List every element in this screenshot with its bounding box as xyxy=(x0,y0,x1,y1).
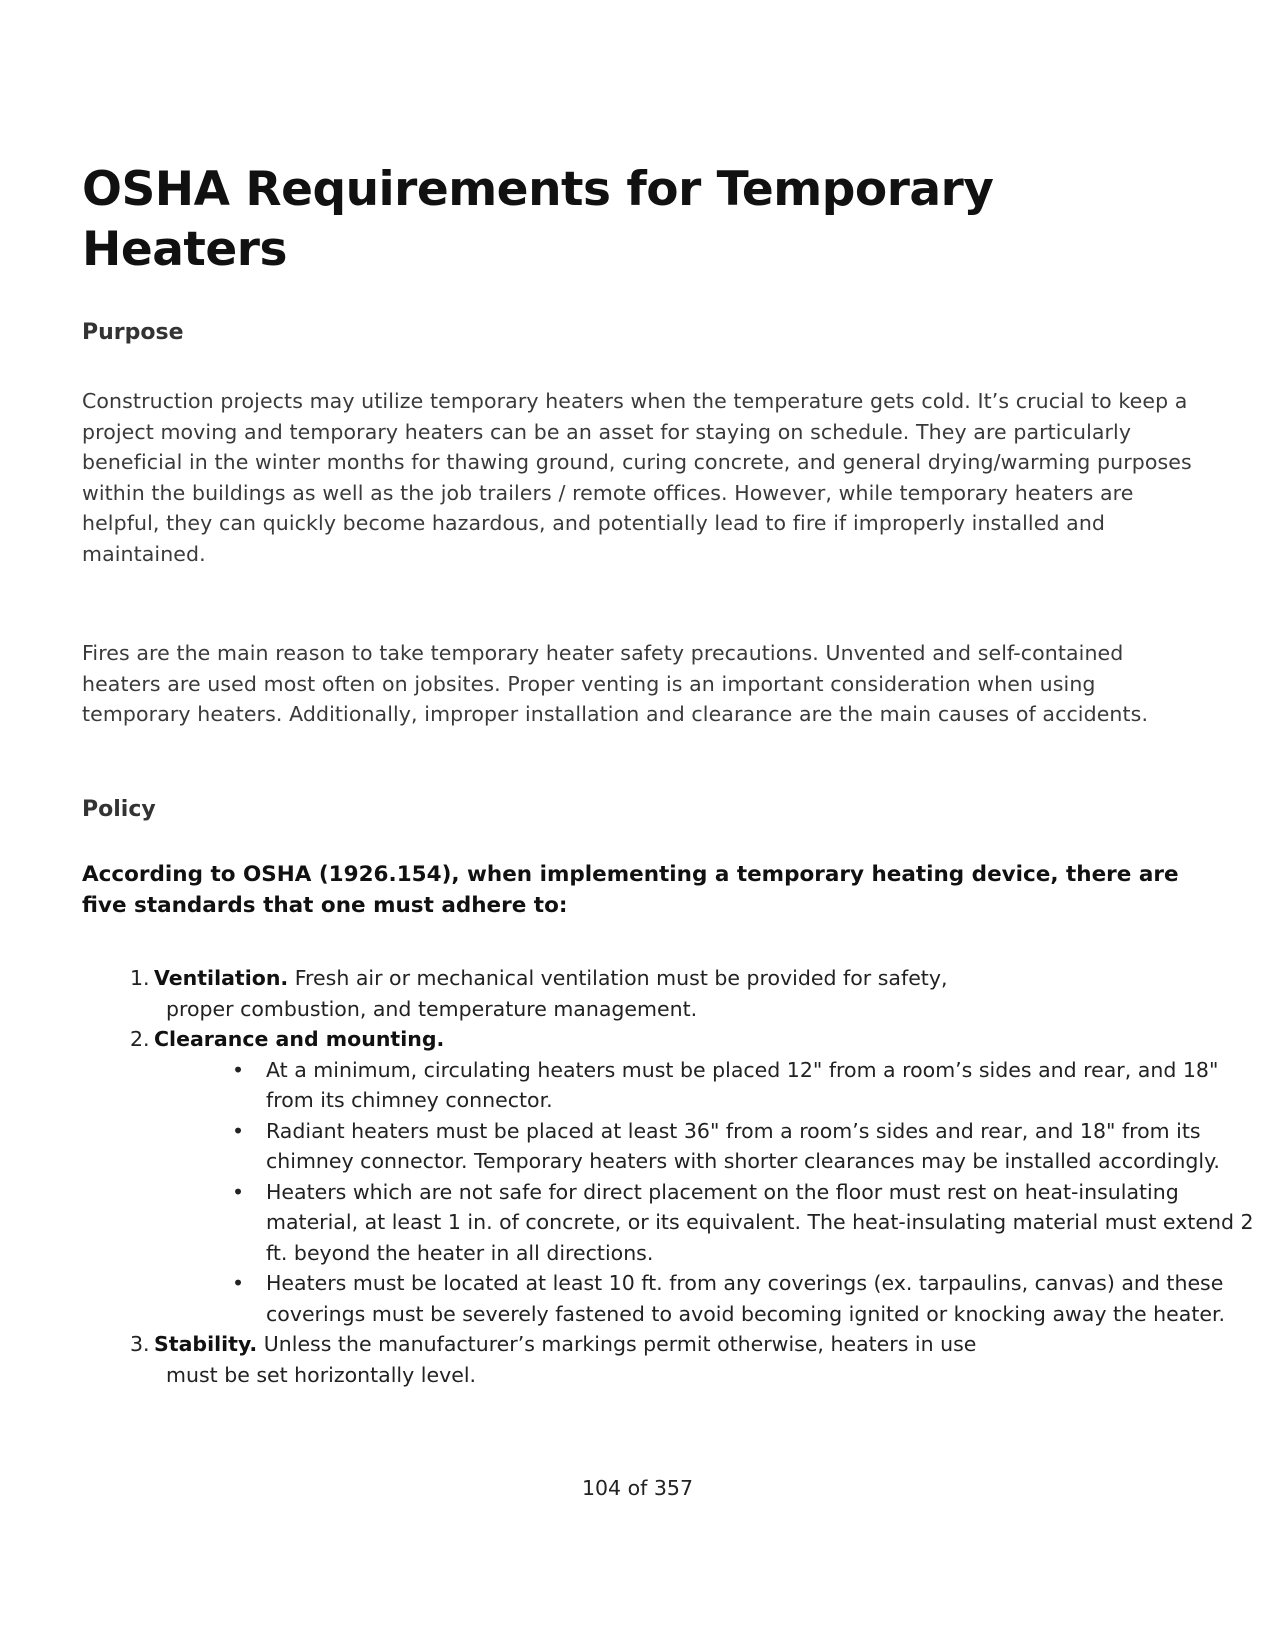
bullet-icon: • xyxy=(232,1179,245,1204)
list-item xyxy=(232,1055,1272,1116)
standard-item-clearance xyxy=(132,1024,1272,1329)
purpose-heading: Purpose xyxy=(82,320,184,345)
bullet-text: At a minimum, circulating heaters must be placed 12" from a room’s sides and rear, and 18" from its chimney connector. xyxy=(266,1057,1219,1112)
policy-lead-text: According to OSHA (1926.154), when implementing a temporary heating device, there are five standards that one must adhere to: xyxy=(82,862,1179,918)
standard-text: Unless the manufacturer’s markings permit otherwise, heaters in use xyxy=(257,1332,977,1356)
purpose-paragraph-2: Fires are the main reason to take temporary heater safety precautions. Unvented and self-contained heaters are used most often on jobsites. Proper venting is an important consideration when using temporary heaters. Additionally, improper installation and clearance are the main causes of accidents. xyxy=(82,641,1149,726)
list-item xyxy=(232,1177,1272,1269)
list-number: 3. xyxy=(130,1332,150,1356)
bullet-text: Heaters must be located at least 10 ft. from any coverings (ex. tarpaulins, canvas) and these coverings must be severely fastened to avoid becoming ignited or knocking away the heater. xyxy=(266,1271,1226,1326)
policy-heading: Policy xyxy=(82,797,156,822)
page-title: OSHA Requirements for Temporary Heaters xyxy=(82,162,994,277)
bullet-text: Heaters which are not safe for direct placement on the floor must rest on heat-insulating material, at least 1 in. of concrete, or its equivalent. The heat-insulating material must extend 2 ft. beyond the heater in all directions. xyxy=(266,1179,1254,1265)
standard-text-continued: must be set horizontally level. xyxy=(166,1362,477,1387)
purpose-paragraph-1: Construction projects may utilize temporary heaters when the temperature gets cold. It’s crucial to keep a project moving and temporary heaters can be an asset for staying on schedule. They are particularly beneficial in the winter months for thawing ground, curing concrete, and general drying/warming purposes within the buildings as well as the job trailers / remote offices. However, while temporary heaters are helpful, they can quickly become hazardous, and potentially lead to fire if improperly installed and maintained. xyxy=(82,389,1192,566)
bullet-icon: • xyxy=(232,1118,245,1143)
standard-term: Stability. xyxy=(154,1332,258,1356)
standard-item-stability xyxy=(132,1329,1272,1390)
standard-text: Fresh air or mechanical ventilation must be provided for safety, xyxy=(288,966,948,990)
list-item xyxy=(232,1116,1272,1177)
list-number: 2. xyxy=(130,1027,150,1051)
list-number: 1. xyxy=(130,966,150,990)
clearance-bullet-list xyxy=(154,1055,1272,1330)
standard-text-continued: proper combustion, and temperature management. xyxy=(166,996,698,1021)
bullet-icon: • xyxy=(232,1271,245,1295)
standards-list xyxy=(132,963,1272,1390)
page-number: 104 of 357 xyxy=(581,1476,694,1500)
standard-term: Clearance and mounting. xyxy=(154,1027,445,1051)
standard-term: Ventilation. xyxy=(154,966,289,990)
bullet-text: Radiant heaters must be placed at least 36" from a room’s sides and rear, and 18" from its chimney connector. Temporary heaters with shorter clearances may be installed accordingly. xyxy=(266,1118,1220,1173)
standard-item-ventilation xyxy=(132,963,1272,1024)
list-item xyxy=(232,1268,1272,1329)
bullet-icon: • xyxy=(232,1057,245,1082)
